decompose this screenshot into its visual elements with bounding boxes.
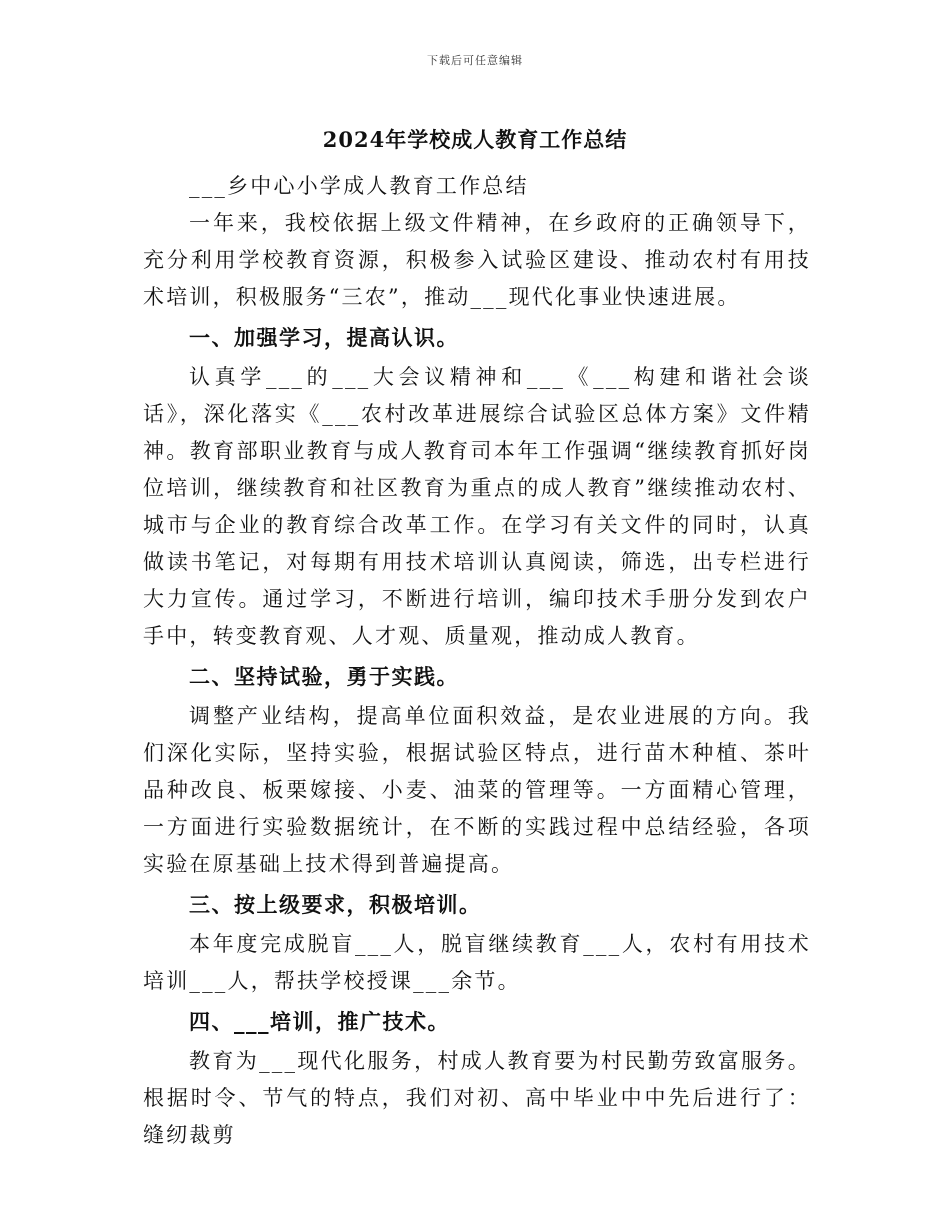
- section-heading: 二、坚持试验，勇于实践。: [189, 664, 459, 689]
- body-paragraph: 调整产业结构，提高单位面积效益，是农业进展的方向。我们深化实际，坚持实验，根据试验区特点，进行苗木种植、茶叶品种改良、板栗嫁接、小麦、油菜的管理等。一方面精心管理，一方面进行实验数据统计，在不断的实践过程中总结经验，各项实验在原基础上技术得到普遍提高。: [143, 704, 811, 876]
- document-title: 2024年学校成人教育工作总结: [322, 127, 628, 152]
- document-body: [143, 168, 811, 1154]
- section-heading: 一、加强学习，提高认识。: [189, 325, 459, 350]
- header-note: 下载后可任意编辑: [427, 54, 523, 67]
- body-paragraph: 教育为___现代化服务，村成人教育要为村民勤劳致富服务。根据时令、节气的特点，我们对初、高中毕业中中先后进行了：缝纫裁剪: [143, 1049, 811, 1147]
- section-heading: 三、按上级要求，积极培训。: [189, 892, 482, 917]
- body-paragraph: ___乡中心小学成人教育工作总结: [189, 174, 529, 198]
- body-paragraph: 一年来，我校依据上级文件精神，在乡政府的正确领导下，充分利用学校教育资源，积极参入试验区建设、推动农村有用技术培训，积极服务“三农”，推动___现代化事业快速进展。: [143, 211, 811, 309]
- body-paragraph: 本年度完成脱盲___人，脱盲继续教育___人，农村有用技术培训___人，帮扶学校授课___余节。: [143, 932, 811, 993]
- body-paragraph: 认真学___的___大会议精神和___《___构建和谐社会谈话》，深化落实《___农村改革进展综合试验区总体方案》文件精神。教育部职业教育与成人教育司本年工作强调“继续教育抓好岗位培训，继续教育和社区教育为重点的成人教育”继续推动农村、城市与企业的教育综合改革工作。在学习有关文件的同时，认真做读书笔记，对每期有用技术培训认真阅读，筛选，出专栏进行大力宣传。通过学习，不断进行培训，编印技术手册分发到农户手中，转变教育观、人才观、质量观，推动成人教育。: [143, 365, 811, 648]
- section-heading: 四、___培训，推广技术。: [189, 1009, 450, 1034]
